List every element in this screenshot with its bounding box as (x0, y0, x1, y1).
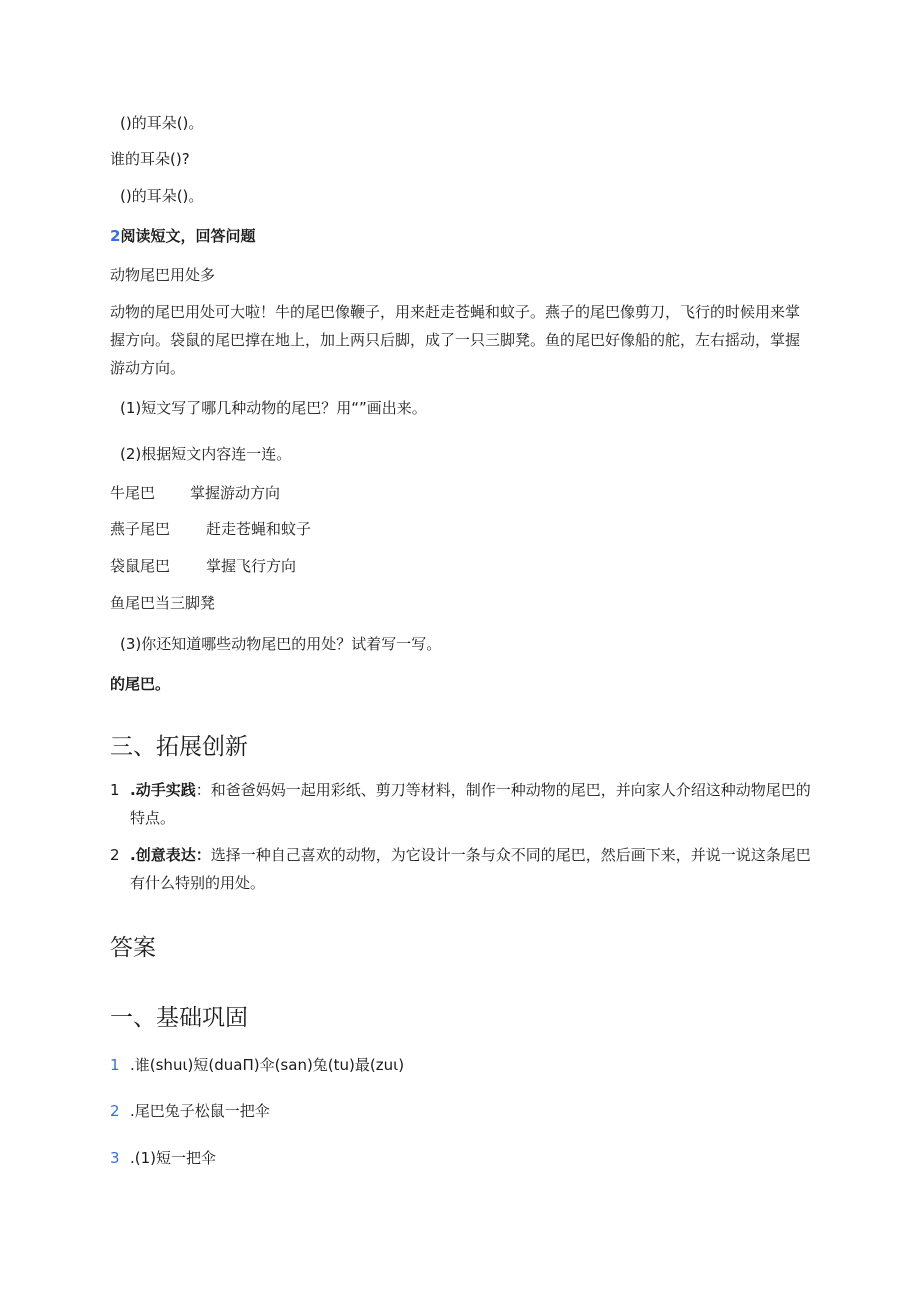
sub-question-3: (3)你还知道哪些动物尾巴的用处？试着写一写。 (120, 635, 442, 653)
answers-heading: 答案 (110, 935, 156, 961)
list-item (110, 841, 815, 897)
answer-line: 的尾巴。 (110, 675, 171, 693)
answer-text: .(1)短一把伞 (130, 1149, 217, 1167)
item-lead: .动手实践 (130, 781, 196, 799)
answer-number: 3 (110, 1149, 120, 1167)
match-row (110, 515, 311, 543)
question-2-heading (110, 222, 255, 250)
list-item (110, 776, 815, 832)
answer-number: 1 (110, 1056, 120, 1074)
passage-title: 动物尾巴用处多 (110, 266, 216, 284)
answer-number: 2 (110, 1102, 120, 1120)
question-number: 2 (110, 227, 121, 245)
match-right: 赶走苍蝇和蚊子 (206, 520, 312, 538)
item-text: 选择一种自己喜欢的动物，为它设计一条与众不同的尾巴，然后画下来，并说一说这条尾巴有什么特别的用处。 (130, 846, 811, 892)
blank-sentence-2: ()的耳朵()。 (120, 187, 204, 205)
sub-question-2: (2)根据短文内容连一连。 (120, 445, 292, 463)
match-left: 鱼尾巴当三脚凳 (110, 594, 216, 612)
question-title: 阅读短文，回答问题 (120, 227, 256, 245)
section-heading-extension: 三、拓展创新 (110, 734, 248, 760)
blank-question: 谁的耳朵()? (110, 150, 190, 168)
answers-sub-heading: 一、基础巩固 (110, 1005, 248, 1031)
blank-sentence-1: ()的耳朵()。 (120, 114, 204, 132)
item-number: 1 (110, 781, 120, 799)
answer-item (110, 1144, 216, 1172)
answer-text: .尾巴兔子松鼠一把伞 (130, 1102, 270, 1120)
answer-item (110, 1097, 270, 1125)
match-row (110, 552, 296, 580)
answer-text: .谁(shuι)短(duaΠ)伞(san)兔(tu)最(zuι) (130, 1056, 405, 1074)
item-lead: .创意表达： (130, 846, 211, 864)
answer-item (110, 1051, 404, 1079)
match-left: 燕子尾巴 (110, 520, 171, 538)
match-right: 掌握游动方向 (190, 484, 281, 502)
match-row (110, 479, 280, 507)
match-row (110, 589, 215, 617)
match-left: 袋鼠尾巴 (110, 557, 171, 575)
item-text: ：和爸爸妈妈一起用彩纸、剪刀等材料，制作一种动物的尾巴，并向家人介绍这种动物尾巴的特点。 (130, 781, 811, 827)
sub-question-1: (1)短文写了哪几种动物的尾巴？用“”画出来。 (120, 399, 427, 417)
match-right: 掌握飞行方向 (206, 557, 297, 575)
passage-body: 动物的尾巴用处可大啦！牛的尾巴像鞭子，用来赶走苍蝇和蚊子。燕子的尾巴像剪刀，飞行的时候用来掌握方向。袋鼠的尾巴撑在地上，加上两只后脚，成了一只三脚凳。鱼的尾巴好像船的舵，左右摇动，掌握游动方向。 (110, 303, 801, 377)
match-left: 牛尾巴 (110, 484, 156, 502)
item-number: 2 (110, 846, 120, 864)
